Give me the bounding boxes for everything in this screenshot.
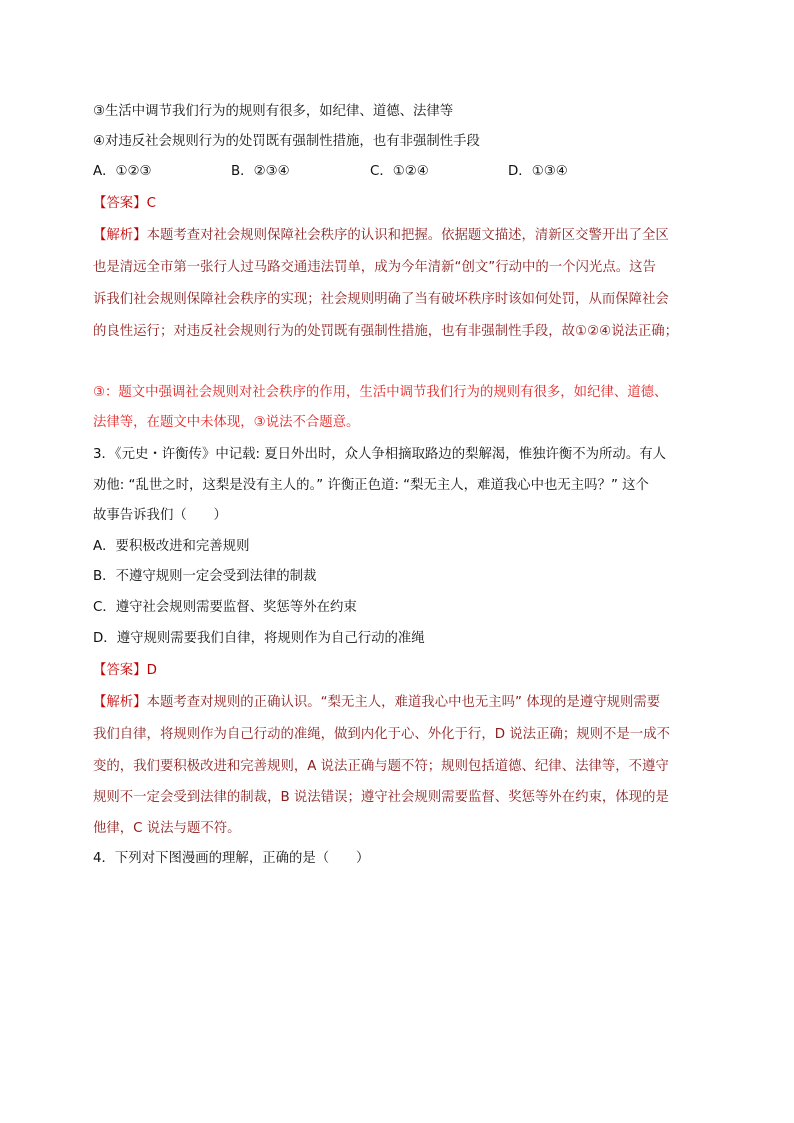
answer-tag: 【答案】 [93,196,147,211]
q3-stem-line-2: 劝他: “乱世之时，这梨是没有主人的。” 许衡正色道: “梨无主人，难道我心中也无主吗？” 这个 [93,478,649,493]
q2-statement-4: ④对违反社会规则行为的处罚既有强制性措施，也有非强制性手段 [93,134,480,149]
q3-stem-line-3: 故事告诉我们（ ） [93,508,227,523]
q3-analysis-line-5: 他律，C 说法与题不符。 [93,821,241,836]
answer-tag: 【答案】 [93,663,147,678]
q3-answer [93,661,157,681]
q3-analysis-line-4: 规则不一定会受到法律的制裁，B 说法错误；遵守社会规则需要监督、奖惩等外在约束，体现的是 [93,790,669,805]
q4-stem: 4．下列对下图漫画的理解，正确的是（ ） [93,851,370,866]
q3-option-d: D．遵守规则需要我们自律，将规则作为自己行动的准绳 [93,631,425,646]
q3-stem-line-1: 3．《元史・许衡传》中记载: 夏日外出时，众人争相摘取路边的梨解渴，惟独许衡不为所动。有人 [93,447,666,462]
q2-option-b: B．②③④ [231,164,290,179]
q2-statement-3: ③生活中调节我们行为的规则有很多，如纪律、道德、法律等 [93,104,454,119]
q2-answer [93,194,156,214]
q2-option-a: A．①②③ [93,164,152,179]
q2-options [93,162,568,182]
q3-analysis-line-2: 我们自律，将规则作为自己行动的准绳，做到内化于心、外化于行，D 说法正确；规则不是一成不 [93,727,670,742]
q2-analysis-line-4: 的良性运行；对违反社会规则行为的处罚既有强制性措施，也有非强制性手段，故①②④说法正确； [93,324,679,339]
q2-analysis-red-line-2: 法律等，在题文中未体现，③说法不合题意。 [93,415,360,430]
q3-option-c: C．遵守社会规则需要监督、奖惩等外在约束 [93,600,357,615]
answer-value: D [146,663,157,678]
q2-option-d: D．①③④ [508,164,568,179]
q3-analysis-line-3: 变的，我们要积极改进和完善规则，A 说法正确与题不符；规则包括道德、纪律、法律等，不遵守 [93,759,669,774]
analysis-tag: 【解析】 [93,228,147,243]
q2-analysis-red-line-1: ③：题文中强调社会规则对社会秩序的作用，生活中调节我们行为的规则有很多，如纪律、道德、 [93,385,668,400]
analysis-tag: 【解析】 [93,695,147,710]
q2-option-c: C．①②④ [370,164,429,179]
q3-option-a: A．要积极改进和完善规则 [93,539,250,554]
q3-analysis-line-1: 【解析】本题考查对规则的正确认识。“梨无主人，难道我心中也无主吗” 体现的是遵守规则需要 [93,695,661,710]
q2-analysis-line-3: 诉我们社会规则保障社会秩序的实现；社会规则明确了当有破坏秩序时该如何处罚，从而保障社会 [93,292,669,307]
q2-analysis-line-1: 【解析】本题考查对社会规则保障社会秩序的认识和把握。依据题文描述，清新区交警开出了全区 [93,228,669,243]
answer-value: C [146,196,156,211]
q3-option-b: B．不遵守规则一定会受到法律的制裁 [93,569,317,584]
q2-analysis-line-2: 也是清远全市第一张行人过马路交通违法罚单，成为今年清新“创文”行动中的一个闪光点。这告 [93,260,656,275]
